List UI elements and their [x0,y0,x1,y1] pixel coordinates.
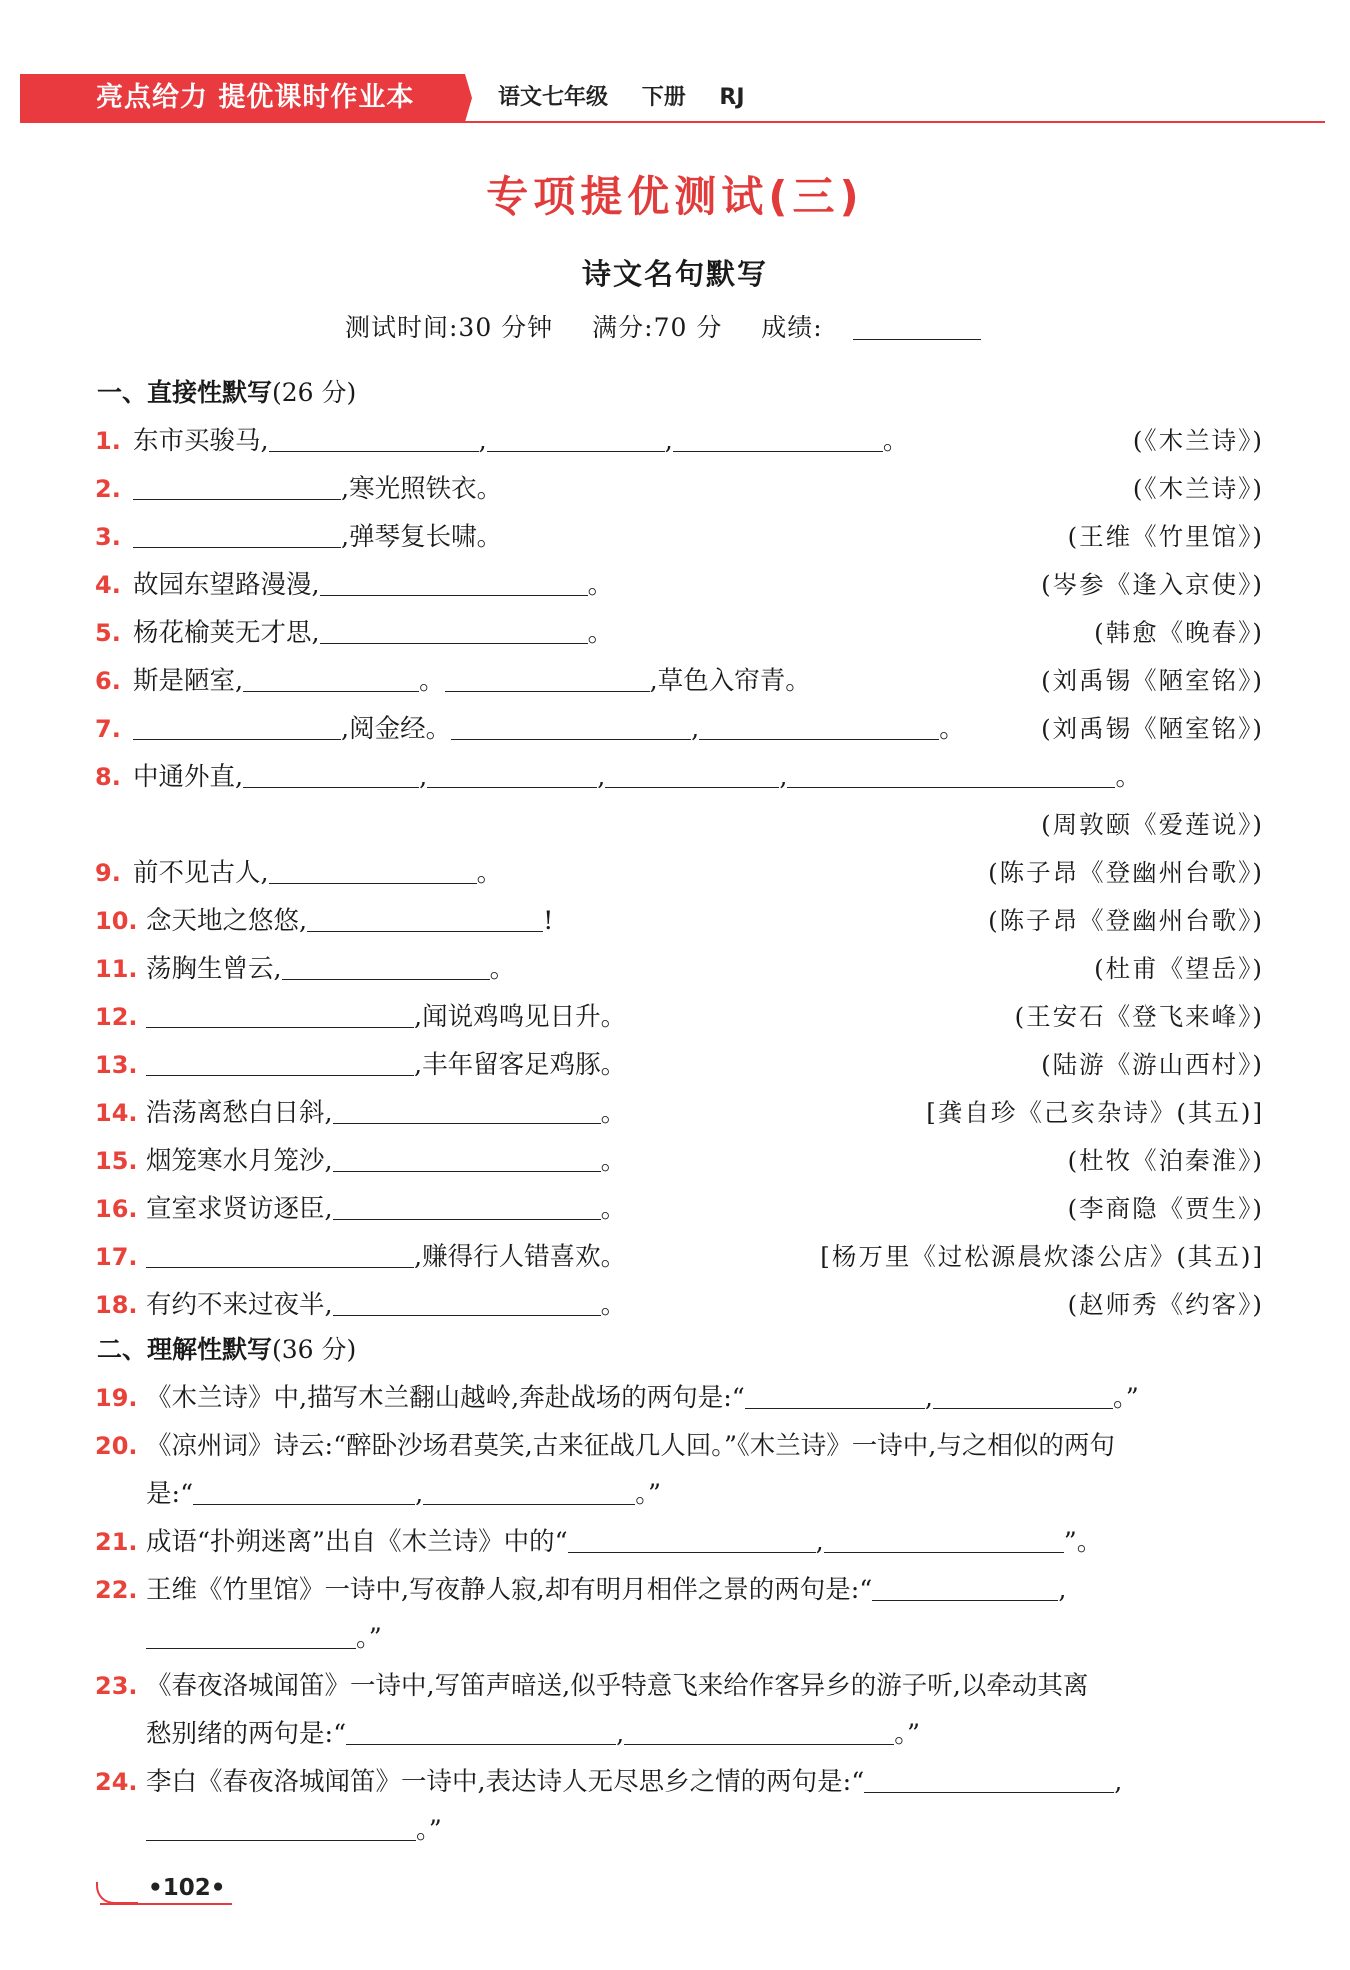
question-number: 2. [95,475,121,503]
page-subtitle: 诗文名句默写 [581,257,768,291]
answer-blank[interactable] [133,713,341,740]
header-edition: RJ [719,85,745,110]
question-number: 14. [95,1099,138,1127]
question-text: ,寒光照铁衣。 [341,474,503,504]
answer-blank[interactable] [933,1382,1113,1409]
question-9 [95,853,502,893]
question-number: 11. [95,955,138,983]
question-3 [95,517,502,557]
answer-blank[interactable] [282,953,490,980]
question-text: , [691,714,700,744]
question-22 [95,1570,1066,1610]
answer-blank[interactable] [133,473,341,500]
question-number: 6. [95,667,121,695]
answer-blank[interactable] [445,665,650,692]
section-points: (26 分) [272,378,357,407]
question-text: , [419,762,428,792]
question-text: ”。 [1063,1527,1103,1557]
question-number: 23. [95,1672,138,1700]
question-text: 。 [600,1146,627,1176]
question-18 [95,1285,626,1325]
question-text: 前不见古人, [133,858,269,888]
question-text: 浩荡离愁白日斜, [146,1098,333,1128]
answer-blank[interactable] [146,1814,416,1841]
question-text: 愁别绪的两句是:“ [146,1719,347,1749]
question-16-source: (李商隐《贾生》) [1067,1194,1264,1223]
question-text: , [616,1719,625,1749]
question-15 [95,1141,626,1181]
question-text: 李白《春夜洛城闻笛》一诗中,表达诗人无尽思乡之情的两句是:“ [146,1767,865,1797]
question-text: , [924,1383,933,1413]
answer-blank[interactable] [243,761,419,788]
answer-blank[interactable] [333,1145,601,1172]
question-number: 12. [95,1003,138,1031]
section-heading-direct [97,373,356,413]
question-2 [95,469,502,509]
question-text: 烟笼寒水月笼沙, [146,1146,333,1176]
question-7-source: (刘禹锡《陋室铭》) [1041,714,1264,743]
answer-blank[interactable] [487,425,665,452]
answer-blank[interactable] [146,1001,414,1028]
question-number: 17. [95,1243,138,1271]
answer-blank[interactable] [307,905,543,932]
question-text: ,草色入帘青。 [649,666,811,696]
question-text: 。 [587,618,614,648]
question-23 [95,1666,1088,1706]
page-number [100,1873,232,1905]
answer-blank[interactable] [320,569,588,596]
question-text: 《木兰诗》中,描写木兰翻山越岭,奔赴战场的两句是:“ [146,1383,745,1413]
question-20 [95,1426,1115,1466]
question-text: 东市买骏马, [133,426,269,456]
question-number: 22. [95,1576,138,1604]
header-brand: 亮点给力 提优课时作业本 [96,82,415,113]
section-points: (36 分) [272,1335,357,1364]
question-text: 。 [587,570,614,600]
test-time: 测试时间:30 分钟 [345,313,554,342]
question-text: , [664,426,673,456]
question-text: , [1058,1575,1067,1605]
question-text: ! [543,906,554,936]
question-number: 16. [95,1195,138,1223]
question-13 [95,1045,626,1085]
question-text: 。” [635,1479,662,1509]
question-text: 。” [1112,1383,1139,1413]
answer-blank[interactable] [624,1718,894,1745]
question-number: 8. [95,763,121,791]
header-subject: 语文七年级 [498,85,609,110]
answer-blank[interactable] [146,1241,414,1268]
question-10 [95,901,553,941]
question-number: 18. [95,1291,138,1319]
answer-blank[interactable] [824,1526,1064,1553]
question-text: , [1114,1767,1123,1797]
answer-blank[interactable] [333,1289,601,1316]
question-number: 15. [95,1147,138,1175]
question-21 [95,1522,1102,1562]
answer-blank[interactable] [451,713,691,740]
answer-blank[interactable] [673,425,883,452]
answer-blank[interactable] [146,1049,414,1076]
question-text: , [597,762,606,792]
answer-blank[interactable] [133,521,341,548]
question-text: , [478,426,487,456]
question-text: 荡胸生曾云, [146,954,282,984]
question-text: 杨花榆荚无才思, [133,618,320,648]
answer-blank[interactable] [423,1478,635,1505]
question-14 [95,1093,626,1133]
section-title: 一、直接性默写 [97,378,273,407]
question-17-source: [杨万里《过松源晨炊漆公店》(其五)] [820,1242,1264,1271]
test-full-score: 满分:70 分 [592,313,723,342]
question-14-source: [龚自珍《己亥杂诗》(其五)] [926,1098,1264,1127]
question-5-source: (韩愈《晚春》) [1094,618,1264,647]
answer-blank[interactable] [333,1193,601,1220]
question-text: 。 [600,1098,627,1128]
question-text: 是:“ [146,1479,194,1509]
answer-blank[interactable] [243,665,419,692]
question-number: 9. [95,859,121,887]
question-11-source: (杜甫《望岳》) [1094,954,1264,983]
question-3-source: (王维《竹里馆》) [1067,522,1264,551]
question-text: 宣室求贤访逐臣, [146,1194,333,1224]
question-number: 7. [95,715,121,743]
question-number: 20. [95,1432,138,1460]
answer-blank[interactable] [333,1097,601,1124]
question-text: , [415,1479,424,1509]
page-number-text: •102• [148,1875,226,1901]
question-text: 。 [489,954,516,984]
answer-blank[interactable] [269,857,477,884]
question-text: 。 [600,1290,627,1320]
question-12 [95,997,626,1037]
question-number: 1. [95,427,121,455]
test-meta [345,308,981,348]
question-text: 。 [939,714,965,744]
question-text: ,丰年留客足鸡豚。 [414,1050,627,1080]
question-4 [95,565,613,605]
question-23-continued [146,1714,920,1754]
question-text: 。 [600,1194,627,1224]
question-text: 《凉州词》诗云:“醉卧沙场君莫笑,古来征战几人回。”《木兰诗》一诗中,与之相似的两句 [146,1431,1115,1461]
question-text: 斯是陋室, [133,666,244,696]
question-24 [95,1762,1122,1802]
question-text: 《春夜洛城闻笛》一诗中,写笛声暗送,似乎特意飞来给作客异乡的游子听,以牵动其离 [146,1671,1089,1701]
question-text: 王维《竹里馆》一诗中,写夜静人寂,却有明月相伴之景的两句是:“ [146,1575,873,1605]
question-text: 中通外直, [133,762,244,792]
answer-blank[interactable] [872,1574,1058,1601]
question-text: 。 [476,858,503,888]
question-20-continued [146,1474,661,1514]
question-6-source: (刘禹锡《陋室铭》) [1041,666,1264,695]
answer-blank[interactable] [745,1382,925,1409]
question-2-source: (《木兰诗》) [1132,474,1264,503]
header-rule [20,121,1325,123]
question-5 [95,613,613,653]
question-text: 。” [356,1623,382,1653]
answer-blank[interactable] [568,1526,816,1553]
score-label: 成绩: [761,313,823,342]
answer-blank[interactable] [320,617,588,644]
question-text: , [815,1527,824,1557]
question-19 [95,1378,1139,1418]
question-number: 24. [95,1768,138,1796]
header-volume: 下册 [641,85,686,110]
answer-blank[interactable] [699,713,939,740]
question-6 [95,661,811,701]
question-13-source: (陆游《游山西村》) [1041,1050,1264,1079]
question-4-source: (岑参《逢入京使》) [1041,570,1264,599]
answer-blank[interactable] [787,761,1115,788]
question-8-source: (周敦颐《爱莲说》) [1041,810,1264,839]
question-number: 4. [95,571,121,599]
question-text: 故园东望路漫漫, [133,570,320,600]
question-text: 。” [416,1815,442,1845]
question-text: 。 [419,666,445,696]
answer-blank[interactable] [864,1766,1114,1793]
question-number: 21. [95,1528,138,1556]
question-text: 。 [1115,762,1141,792]
answer-blank[interactable] [193,1478,415,1505]
answer-blank[interactable] [605,761,779,788]
answer-blank[interactable] [269,425,479,452]
question-text: ,阅金经。 [341,714,452,744]
question-text: 。” [894,1719,921,1749]
question-1-source: (《木兰诗》) [1132,426,1264,455]
question-11 [95,949,515,989]
question-text: 念天地之悠悠, [146,906,308,936]
question-text: 。 [882,426,909,456]
question-text: ,赚得行人错喜欢。 [414,1242,627,1272]
question-17 [95,1237,626,1277]
question-1 [95,421,908,461]
question-9-source: (陈子昂《登幽州台歌》) [988,858,1264,887]
question-text: 有约不来过夜半, [146,1290,333,1320]
question-24-continued [146,1810,442,1850]
page-title: 专项提优测试(三) [486,172,864,221]
score-blank[interactable] [853,315,981,340]
question-16 [95,1189,626,1229]
answer-blank[interactable] [346,1718,616,1745]
section-heading-comprehension [97,1330,356,1370]
question-10-source: (陈子昂《登幽州台歌》) [988,906,1264,935]
answer-blank[interactable] [427,761,597,788]
section-title: 二、理解性默写 [97,1335,273,1364]
question-number: 5. [95,619,121,647]
header-course-info [498,80,771,116]
question-text: ,闻说鸡鸣见日升。 [414,1002,627,1032]
question-15-source: (杜牧《泊秦淮》) [1067,1146,1264,1175]
question-number: 19. [95,1384,138,1412]
question-number: 13. [95,1051,138,1079]
question-text: , [779,762,788,792]
question-22-continued [146,1618,382,1658]
question-number: 3. [95,523,121,551]
answer-blank[interactable] [146,1622,356,1649]
question-text: 成语“扑朔迷离”出自《木兰诗》中的“ [146,1527,568,1557]
question-8 [95,757,1141,797]
question-18-source: (赵师秀《约客》) [1067,1290,1264,1319]
question-12-source: (王安石《登飞来峰》) [1014,1002,1264,1031]
question-number: 10. [95,907,138,935]
question-7 [95,709,965,749]
question-text: ,弹琴复长啸。 [341,522,503,552]
